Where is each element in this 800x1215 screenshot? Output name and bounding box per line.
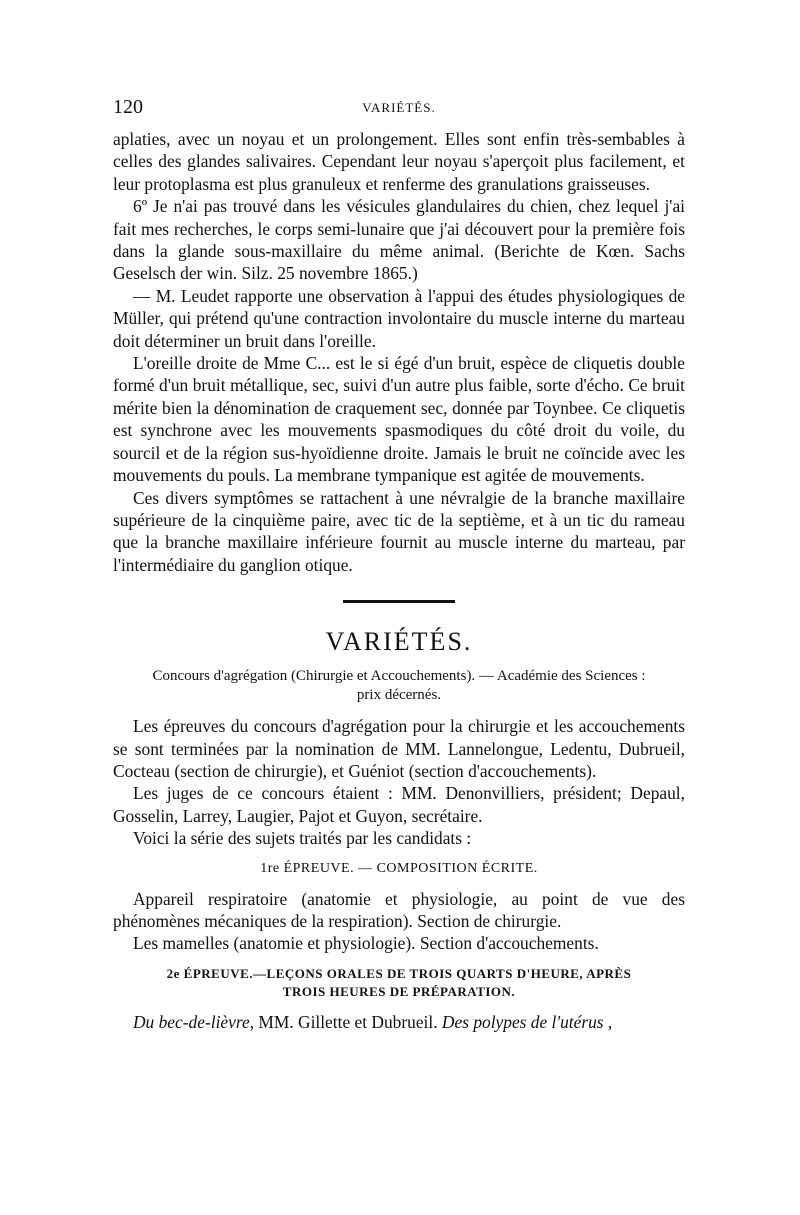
paragraph: Appareil respiratoire (anatomie et physiologie, au point de vue des phénomènes mécaniques de la respiration). Section de chirurgie. (113, 888, 685, 931)
section-subtitle (113, 667, 685, 705)
epreuve-heading (113, 965, 685, 1001)
epreuve-heading-line: 2e ÉPREUVE.—LEÇONS ORALES DE TROIS QUARTS D'HEURE, APRÈS (166, 965, 632, 981)
paragraph (113, 1011, 685, 1033)
page-body (113, 128, 685, 1033)
text-run: , (603, 1011, 613, 1032)
paragraph: aplaties, avec un noyau et un prolongement. Elles sont enfin très-sembables à celles des glandes salivaires. Cependant leur noyau s'aperçoit plus facilement, et leur protoplasma est plus granuleux et renferme des granulations graisseuses. (113, 129, 685, 194)
subtitle-line: Concours d'agrégation (Chirurgie et Accouchements). — Académie des Sciences : (152, 668, 646, 685)
subtitle-line: prix décernés. (356, 687, 442, 704)
paragraph: Les mamelles (anatomie et physiologie). Section d'accouchements. (133, 933, 599, 954)
spacer (113, 705, 685, 715)
paragraph: L'oreille droite de Mme C... est le si égé d'un bruit, espèce de cliquetis double formé d'un bruit métallique, sec, suivi d'un autre plus faible, sorte d'écho. Ce bruit mérite bien la dénomination de craquement sec, donnée par Toynbee. Ce cliquetis est synchrone avec les mouvements spasmodiques du côté droit du voile, du sourcil et de la région sus-hyoïdienne droite. Jamais le bruit ne coïncide avec les mouvements du pouls. La membrane tympanique est agitée de mouvements. (113, 353, 685, 486)
paragraph: Ces divers symptômes se rattachent à une névralgie de la branche maxillaire supérieure de la cinquième paire, avec tic de la septième, et à un tic du rameau que la branche maxillaire inférieure fournit au muscle interne du marteau, par l'intermédiaire du ganglion otique. (113, 487, 685, 575)
paragraph: 6º Je n'ai pas trouvé dans les vésicules glandulaires du chien, chez lequel j'ai fait mes recherches, le corps semi-lunaire que j'ai découvert pour la première fois dans la glande sous-maxillaire du même animal. (Berichte de Kœn. Sachs Geselsch der win. Silz. 25 novembre 1865.) (113, 196, 685, 284)
paragraph: — M. Leudet rapporte une observation à l'appui des études physiologiques de Müller, qui prétend qu'une contraction involontaire du muscle interne du marteau doit déterminer un bruit dans l'oreille. (113, 285, 685, 351)
page-number: 120 (113, 96, 143, 118)
section-rule (343, 600, 455, 603)
epreuve-heading: 1re ÉPREUVE. — COMPOSITION ÉCRITE. (260, 860, 538, 876)
epreuve-heading-line: TROIS HEURES DE PRÉPARATION. (282, 983, 516, 999)
italic-title: Du bec-de-lièvre (133, 1011, 250, 1032)
page-header (113, 96, 685, 122)
running-head: VARIÉTÉS. (362, 100, 436, 115)
paragraph: Les épreuves du concours d'agrégation pour la chirurgie et les accouchements se sont terminées par la nomination de MM. Lannelongue, Ledentu, Dubrueil, Cocteau (section de chirurgie), et Guéniot (section d'accouchements). (113, 716, 685, 781)
paragraph: Les juges de ce concours étaient : MM. Denonvilliers, président; Depaul, Gosselin, Larrey, Laugier, Pajot et Guyon, secrétaire. (113, 783, 685, 826)
paragraph: Voici la série des sujets traités par les candidats : (133, 828, 472, 849)
section-title: VARIÉTÉS. (325, 627, 473, 657)
italic-title: Des polypes de l'utérus (441, 1011, 604, 1032)
text-run: , MM. Gillette et Dubrueil. (249, 1011, 442, 1032)
